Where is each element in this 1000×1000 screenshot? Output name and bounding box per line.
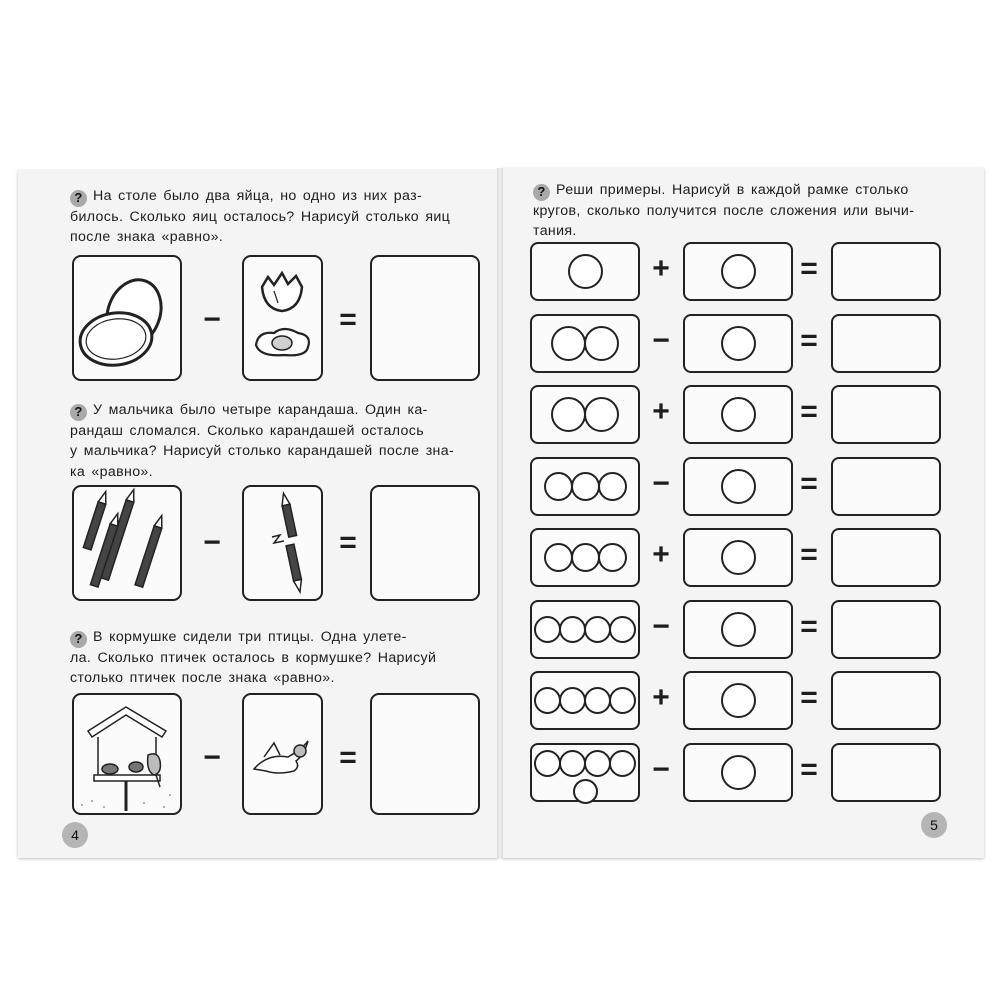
counter-circle	[721, 755, 756, 790]
right-operand-box	[683, 385, 793, 444]
task-circles-line-2: кругов, сколько получится после сложения или вычи-	[533, 202, 915, 219]
counter-circle	[609, 750, 636, 777]
answer-box[interactable]	[831, 671, 941, 730]
bird-feeder-picture	[74, 695, 180, 813]
bird-feeder-box	[72, 693, 182, 815]
counter-circle	[598, 543, 627, 572]
counter-circle	[721, 683, 756, 718]
minus-sign: −	[203, 741, 221, 774]
counter-circle	[609, 687, 636, 714]
counter-circle	[534, 750, 561, 777]
page-number-left: 4	[62, 822, 88, 848]
task-circles-line-1: Реши примеры. Нарисуй в каждой рамке столько	[556, 182, 909, 198]
plus-sign: +	[652, 252, 670, 285]
broken-egg-picture	[244, 257, 321, 379]
counter-circle	[721, 469, 756, 504]
task-birds-line-2: ла. Сколько птичек осталось в кормушке? Нарисуй	[70, 649, 437, 666]
answer-box[interactable]	[831, 242, 941, 301]
equals-sign: =	[800, 324, 818, 357]
counter-circle	[544, 543, 573, 572]
task-eggs-line-2: билось. Сколько яиц осталось? Нарисуй столько яиц	[70, 208, 451, 225]
task-eggs-line-1: На столе было два яйца, но одно из них раз-	[93, 188, 423, 204]
left-operand-box	[530, 314, 640, 373]
answer-box[interactable]	[831, 743, 941, 802]
birds-answer-box[interactable]	[370, 693, 480, 815]
plus-sign: +	[652, 395, 670, 428]
equals-sign: =	[800, 681, 818, 714]
task-pencils-line-3: у мальчика? Нарисуй столько карандашей после зна-	[70, 443, 455, 460]
counter-circle	[551, 397, 586, 432]
minus-sign: −	[652, 610, 670, 643]
broken-pencil-box	[242, 485, 323, 601]
minus-sign: −	[652, 753, 670, 786]
counter-circle	[584, 397, 619, 432]
task-pencils-line-1: У мальчика было четыре карандаша. Один ка-	[93, 402, 428, 418]
counter-circle	[584, 326, 619, 361]
answer-box[interactable]	[831, 457, 941, 516]
task-circles-line-3: тания.	[533, 223, 577, 240]
two-eggs-box	[72, 255, 182, 381]
right-operand-box	[683, 314, 793, 373]
minus-sign: −	[652, 467, 670, 500]
task-eggs-text	[70, 186, 476, 248]
two-eggs-picture	[74, 257, 180, 379]
plus-sign: +	[652, 538, 670, 571]
counter-circle	[598, 472, 627, 501]
counter-circle	[559, 616, 586, 643]
counter-circle	[721, 540, 756, 575]
equals-sign: =	[339, 303, 357, 336]
broken-pencil-picture	[244, 487, 321, 599]
task-birds-line-1: В кормушке сидели три птицы. Одна улете-	[93, 629, 407, 645]
left-operand-box	[530, 671, 640, 730]
equals-sign: =	[800, 252, 818, 285]
task-pencils-text	[70, 400, 476, 482]
left-operand-box	[530, 242, 640, 301]
flying-bird-picture	[244, 695, 321, 813]
page-number-right: 5	[921, 812, 947, 838]
equals-sign: =	[800, 610, 818, 643]
right-operand-box	[683, 457, 793, 516]
flying-bird-box	[242, 693, 323, 815]
question-mark-icon: ?	[533, 184, 550, 201]
plus-sign: +	[652, 681, 670, 714]
equals-sign: =	[339, 526, 357, 559]
counter-circle	[544, 472, 573, 501]
left-operand-box	[530, 743, 640, 802]
counter-circle	[584, 687, 611, 714]
question-mark-icon: ?	[70, 404, 87, 421]
task-eggs-line-3: после знака «равно».	[70, 229, 224, 246]
answer-box[interactable]	[831, 600, 941, 659]
answer-box[interactable]	[831, 385, 941, 444]
counter-circle	[568, 254, 603, 289]
question-mark-icon: ?	[70, 631, 87, 648]
counter-circle	[571, 472, 600, 501]
counter-circle	[721, 612, 756, 647]
counter-circle	[534, 616, 561, 643]
four-pencils-picture	[74, 487, 180, 599]
left-operand-box	[530, 385, 640, 444]
task-birds-text	[70, 627, 476, 689]
answer-box[interactable]	[831, 528, 941, 587]
right-operand-box	[683, 600, 793, 659]
counter-circle	[551, 326, 586, 361]
right-operand-box	[683, 242, 793, 301]
minus-sign: −	[203, 303, 221, 336]
equals-sign: =	[800, 467, 818, 500]
counter-circle	[571, 543, 600, 572]
counter-circle	[584, 750, 611, 777]
equals-sign: =	[800, 395, 818, 428]
right-operand-box	[683, 528, 793, 587]
counter-circle	[609, 616, 636, 643]
equals-sign: =	[800, 538, 818, 571]
right-operand-box	[683, 671, 793, 730]
counter-circle	[721, 326, 756, 361]
equals-sign: =	[800, 753, 818, 786]
book-spine	[497, 168, 503, 858]
minus-sign: −	[203, 526, 221, 559]
counter-circle	[573, 779, 598, 804]
task-pencils-line-4: ка «равно».	[70, 463, 153, 480]
four-pencils-box	[72, 485, 182, 601]
equals-sign: =	[339, 741, 357, 774]
answer-box[interactable]	[831, 314, 941, 373]
minus-sign: −	[652, 324, 670, 357]
left-operand-box	[530, 600, 640, 659]
counter-circle	[559, 687, 586, 714]
task-birds-line-3: столько птичек после знака «равно».	[70, 670, 335, 687]
right-operand-box	[683, 743, 793, 802]
counter-circle	[534, 687, 561, 714]
eggs-answer-box[interactable]	[370, 255, 480, 381]
task-circles-text	[533, 180, 939, 242]
task-pencils-line-2: рандаш сломался. Сколько карандашей осталось	[70, 422, 424, 439]
left-operand-box	[530, 528, 640, 587]
broken-egg-box	[242, 255, 323, 381]
counter-circle	[584, 616, 611, 643]
pencils-answer-box[interactable]	[370, 485, 480, 601]
counter-circle	[721, 254, 756, 289]
question-mark-icon: ?	[70, 190, 87, 207]
left-operand-box	[530, 457, 640, 516]
counter-circle	[721, 397, 756, 432]
counter-circle	[559, 750, 586, 777]
